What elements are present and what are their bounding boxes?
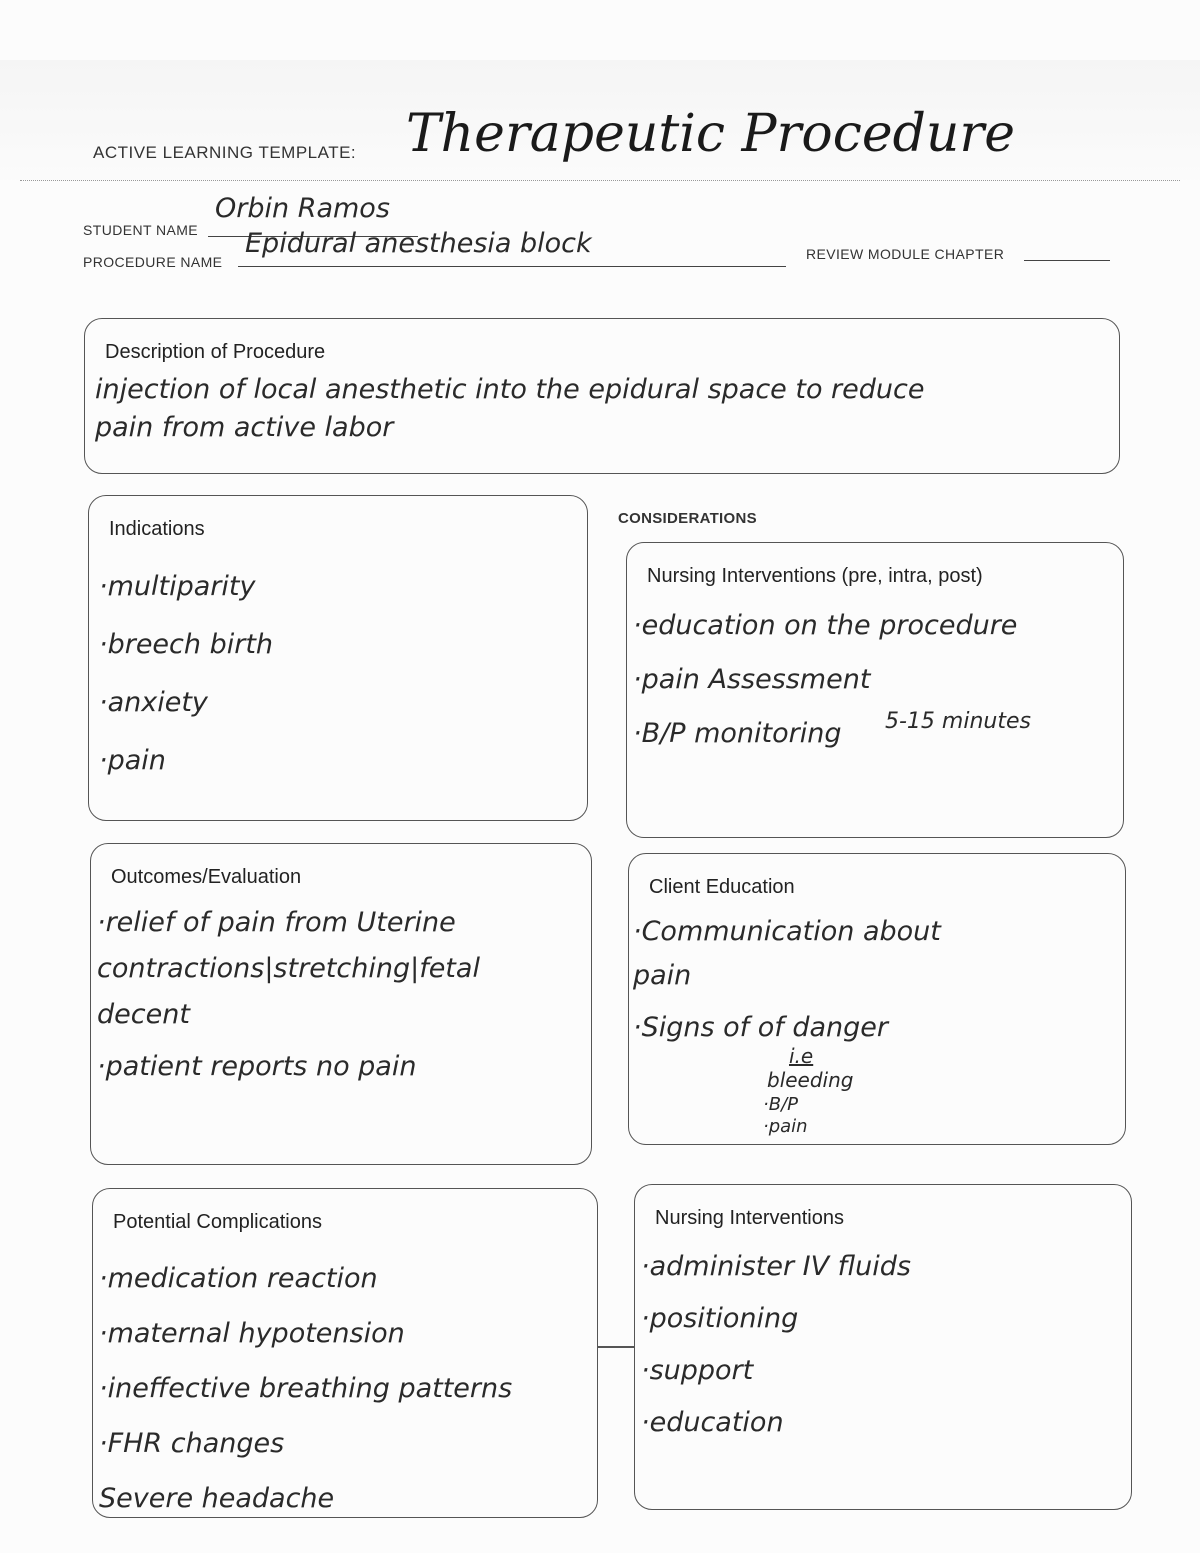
description-line: pain from active labor <box>95 412 394 443</box>
indications-box <box>88 495 588 821</box>
list-item: ·administer IV fluids <box>641 1251 911 1282</box>
procedure-name-value[interactable]: Epidural anesthesia block <box>245 228 592 259</box>
list-item: ·positioning <box>641 1303 799 1334</box>
client-education-subnote: ·B/P <box>763 1094 798 1115</box>
list-item: ·education <box>641 1407 784 1438</box>
list-item: ·medication reaction <box>99 1263 378 1294</box>
list-item: ·Communication about <box>633 916 941 947</box>
student-name-label: STUDENT NAME <box>83 222 198 238</box>
list-item: ·multiparity <box>99 571 256 602</box>
considerations-label: CONSIDERATIONS <box>618 510 757 527</box>
nursing-interventions-list <box>641 1241 1123 1449</box>
list-item: ·ineffective breathing patterns <box>99 1373 513 1404</box>
list-item: ·FHR changes <box>99 1428 285 1459</box>
list-item: decent <box>97 999 190 1030</box>
nursing-interventions-title: Nursing Interventions <box>655 1207 844 1229</box>
template-label: ACTIVE LEARNING TEMPLATE: <box>93 143 357 162</box>
list-item: pain <box>633 960 692 991</box>
list-item: ·pain <box>99 745 166 776</box>
client-education-box <box>628 853 1126 1145</box>
indications-list <box>99 558 579 790</box>
client-education-subnote: ·pain <box>763 1116 808 1137</box>
client-education-list <box>633 910 1117 1050</box>
description-title: Description of Procedure <box>105 341 326 363</box>
description-box <box>84 318 1120 474</box>
list-item: ·relief of pain from Uterine <box>97 907 456 938</box>
list-item: ·support <box>641 1355 754 1386</box>
nursing-pre-box <box>626 542 1124 838</box>
outcomes-title: Outcomes/Evaluation <box>111 866 302 888</box>
list-item: contractions|stretching|fetal <box>97 953 480 984</box>
outcomes-list <box>97 900 583 1090</box>
procedure-name-label: PROCEDURE NAME <box>83 254 223 270</box>
outcomes-box <box>90 843 592 1165</box>
client-education-subnote: i.e <box>789 1044 814 1068</box>
list-item: ·breech birth <box>99 629 274 660</box>
list-item: ·pain Assessment <box>633 664 871 695</box>
list-item: ·maternal hypotension <box>99 1318 405 1349</box>
complications-list <box>99 1251 589 1526</box>
list-item: ·B/P monitoring <box>633 718 842 749</box>
list-item: Severe headache <box>99 1483 335 1514</box>
chapter-label: REVIEW MODULE CHAPTER <box>806 246 1005 262</box>
nursing-interventions-box <box>634 1184 1132 1510</box>
page-title: Therapeutic Procedure <box>406 104 1015 164</box>
client-education-title: Client Education <box>649 876 795 898</box>
complications-box <box>92 1188 598 1518</box>
indications-title: Indications <box>109 518 205 540</box>
client-education-subnote: bleeding <box>767 1068 854 1092</box>
header-rule <box>20 180 1180 181</box>
procedure-name-underline <box>238 266 786 267</box>
description-lines <box>95 371 1111 447</box>
connector-line <box>597 1346 635 1348</box>
list-item: ·education on the procedure <box>633 610 1018 641</box>
list-item: ·anxiety <box>99 687 208 718</box>
list-item: ·patient reports no pain <box>97 1051 417 1082</box>
nursing-pre-list <box>633 599 1115 761</box>
bp-interval-note: 5-15 minutes <box>885 709 1031 734</box>
list-item: ·Signs of of danger <box>633 1012 888 1043</box>
description-line: injection of local anesthetic into the epidural space to reduce <box>95 374 925 405</box>
nursing-pre-title: Nursing Interventions (pre, intra, post) <box>647 565 983 587</box>
chapter-underline[interactable] <box>1024 260 1110 261</box>
student-name-value[interactable]: Orbin Ramos <box>215 193 390 224</box>
complications-title: Potential Complications <box>113 1211 322 1233</box>
